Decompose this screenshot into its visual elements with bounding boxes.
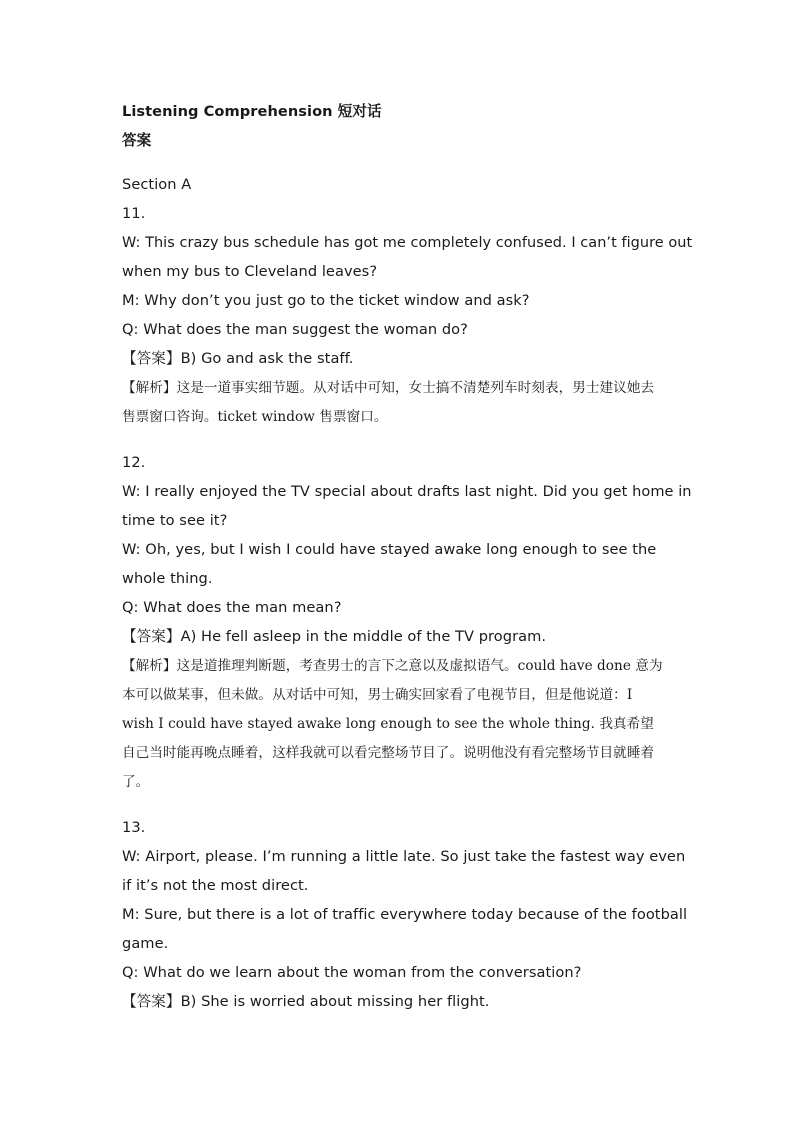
explanation-line: 售票窗口咨询。ticket window 售票窗口。 bbox=[122, 409, 388, 425]
explanation-line: 本可以做某事，但未做。从对话中可知，男士确实回家看了电视节目，但是他说道：I bbox=[122, 687, 633, 703]
section-label: Section A bbox=[122, 176, 192, 193]
question-number: 13. bbox=[122, 819, 146, 836]
answer-line: 【答案】B) Go and ask the staff. bbox=[122, 350, 354, 367]
dialogue-line: if it’s not the most direct. bbox=[122, 877, 309, 894]
explanation-line: wish I could have stayed awake long enough to see the whole thing. 我真希望 bbox=[122, 716, 654, 732]
answer-line: 【答案】A) He fell asleep in the middle of the TV program. bbox=[122, 628, 547, 645]
dialogue-line: W: Oh, yes, but I wish I could have stayed awake long enough to see the bbox=[122, 541, 657, 558]
explanation-line: 了。 bbox=[122, 774, 150, 790]
dialogue-line: W: Airport, please. I’m running a little late. So just take the fastest way even bbox=[122, 848, 686, 865]
dialogue-line: W: This crazy bus schedule has got me completely confused. I can’t figure out bbox=[122, 234, 693, 251]
dialogue-line: whole thing. bbox=[122, 570, 213, 587]
dialogue-line: time to see it? bbox=[122, 512, 228, 529]
dialogue-line: game. bbox=[122, 935, 169, 952]
question-number: 12. bbox=[122, 454, 146, 471]
question-line: Q: What does the man mean? bbox=[122, 599, 342, 616]
dialogue-line: M: Why don’t you just go to the ticket window and ask? bbox=[122, 292, 530, 309]
dialogue-line: M: Sure, but there is a lot of traffic everywhere today because of the football bbox=[122, 906, 688, 923]
explanation-line: 【解析】这是道推理判断题，考查男士的言下之意以及虚拟语气。could have done 意为 bbox=[122, 658, 663, 674]
explanation-line: 自己当时能再晚点睡着，这样我就可以看完整场节目了。说明他没有看完整场节目就睡着 bbox=[122, 745, 655, 761]
answer-line: 【答案】B) She is worried about missing her flight. bbox=[122, 993, 490, 1010]
question-line: Q: What do we learn about the woman from the conversation? bbox=[122, 964, 582, 981]
dialogue-line: when my bus to Cleveland leaves? bbox=[122, 263, 378, 280]
question-line: Q: What does the man suggest the woman do? bbox=[122, 321, 468, 338]
answer-heading: 答案 bbox=[122, 132, 152, 149]
document-title: Listening Comprehension 短对话 bbox=[122, 103, 382, 120]
explanation-line: 【解析】这是一道事实细节题。从对话中可知，女士搞不清楚列车时刻表，男士建议她去 bbox=[122, 380, 655, 396]
question-number: 11. bbox=[122, 205, 146, 222]
dialogue-line: W: I really enjoyed the TV special about drafts last night. Did you get home in bbox=[122, 483, 692, 500]
